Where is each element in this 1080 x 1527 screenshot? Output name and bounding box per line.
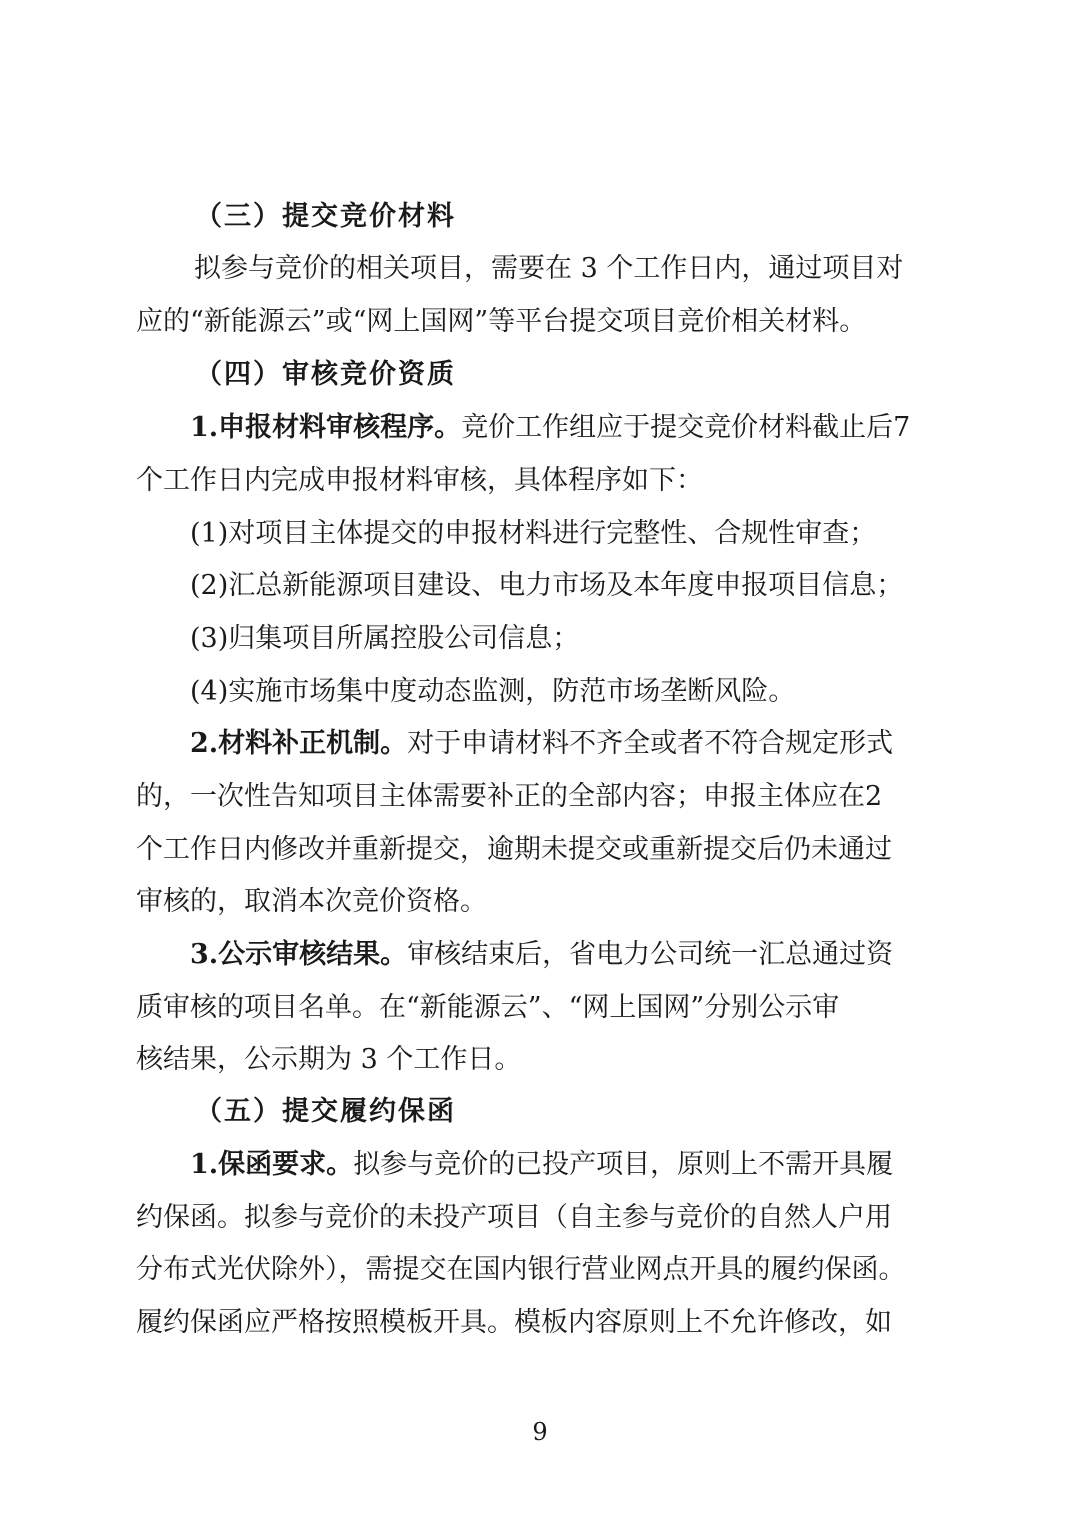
paragraph-text: 的，一次性告知项目主体需要补正的全部内容；申报主体应在2 (136, 781, 883, 812)
paragraph-text: 审核结束后，省电力公司统一汇总通过资 (407, 939, 894, 970)
paragraph-text: 竞价工作组应于提交竞价材料截止后7 (461, 412, 911, 443)
item-lead: 3.公示审核结果。 (190, 939, 408, 970)
heading-text: （四）审核竞价资质 (195, 359, 456, 390)
heading-text: （五）提交履约保函 (195, 1096, 456, 1127)
item-lead: 1.申报材料审核程序。 (190, 412, 462, 443)
paragraph-text: 履约保函应严格按照模板开具。模板内容原则上不允许修改，如 (136, 1307, 892, 1338)
paragraph-text: 质审核的项目名单。在“新能源云”、“网上国网”分别公示审 (136, 992, 840, 1023)
paragraph-line (190, 929, 893, 981)
paragraph-text: 应的“新能源云”或“网上国网”等平台提交项目竞价相关材料。 (136, 306, 867, 337)
list-item-text: (2)汇总新能源项目建设、电力市场及本年度申报项目信息； (190, 570, 904, 601)
paragraph-line (190, 718, 893, 770)
paragraph-line (136, 1297, 892, 1349)
list-item-text: (4)实施市场集中度动态监测，防范市场垄断风险。 (190, 676, 796, 707)
list-item (190, 613, 579, 665)
page-number: 9 (532, 1418, 548, 1446)
paragraph-line (136, 771, 882, 823)
paragraph-text: 对于申请材料不齐全或者不符合规定形式 (407, 728, 894, 759)
paragraph-line (194, 243, 940, 295)
paragraph-line (136, 824, 892, 876)
section-heading-3 (195, 191, 456, 243)
paragraph-line (136, 982, 839, 1034)
paragraph-line (136, 1034, 521, 1086)
paragraph-text: 分布式光伏除外），需提交在国内银行营业网点开具的履约保函。 (136, 1254, 906, 1285)
paragraph-line (136, 296, 866, 348)
item-lead: 2.材料补正机制。 (190, 728, 408, 759)
paragraph-line (190, 402, 910, 454)
list-item (190, 560, 903, 612)
item-lead: 1.保函要求。 (190, 1149, 354, 1180)
paragraph-line (136, 1244, 906, 1296)
list-item (190, 666, 795, 718)
paragraph-text: 拟参与竞价的相关项目，需要在 3 个工作日内，通过项目对 (194, 253, 904, 284)
paragraph-text: 审核的，取消本次竞价资格。 (136, 886, 487, 917)
paragraph-line (136, 1192, 892, 1244)
paragraph-line (190, 1139, 893, 1191)
section-heading-5 (195, 1086, 456, 1138)
paragraph-text: 个工作日内完成申报材料审核，具体程序如下： (136, 465, 703, 496)
paragraph-line (136, 876, 487, 928)
paragraph-line (136, 455, 703, 507)
section-heading-4 (195, 349, 456, 401)
list-item (190, 508, 876, 560)
paragraph-text: 个工作日内修改并重新提交，逾期未提交或重新提交后仍未通过 (136, 834, 892, 865)
heading-text: （三）提交竞价材料 (195, 201, 456, 232)
paragraph-text: 拟参与竞价的已投产项目，原则上不需开具履 (353, 1149, 894, 1180)
list-item-text: (3)归集项目所属控股公司信息； (190, 623, 580, 654)
paragraph-text: 核结果，公示期为 3 个工作日。 (136, 1044, 522, 1075)
list-item-text: (1)对项目主体提交的申报材料进行完整性、合规性审查； (190, 518, 877, 549)
paragraph-text: 约保函。拟参与竞价的未投产项目（自主参与竞价的自然人户用 (136, 1202, 892, 1233)
